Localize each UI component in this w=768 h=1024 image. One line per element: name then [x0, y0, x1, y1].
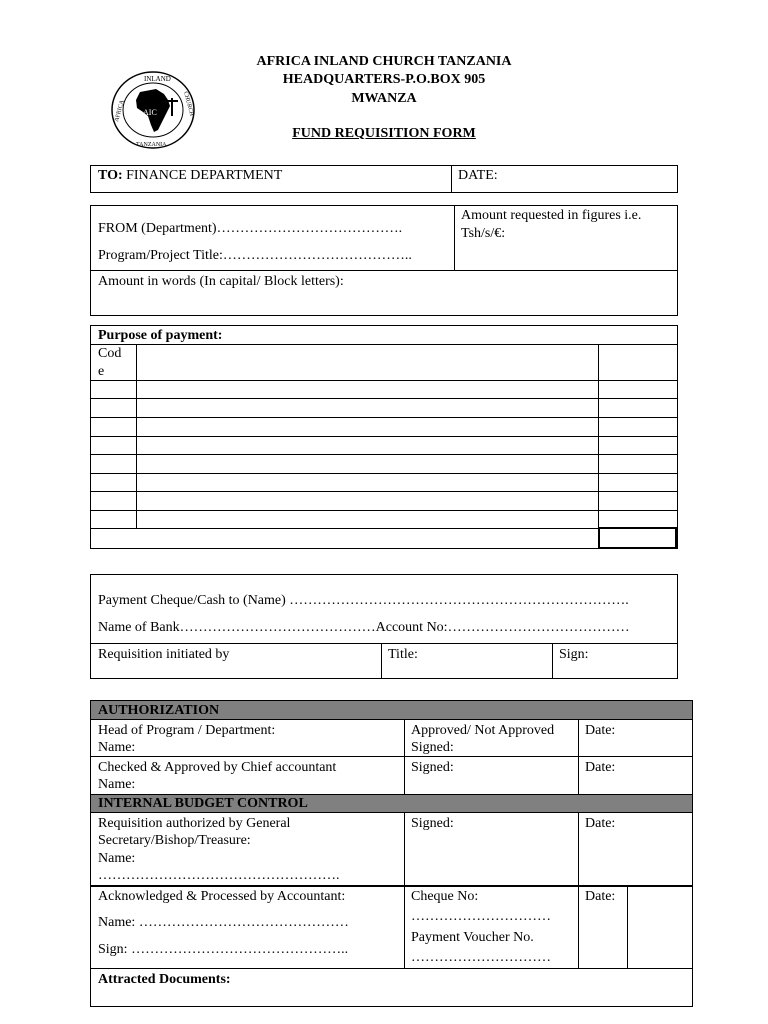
amount-words-field[interactable]: Amount in words (In capital/ Block letters): [98, 274, 344, 289]
form-title: FUND REQUISITION FORM [292, 126, 476, 141]
general-secretary-label-cont: Secretary/Bishop/Treasure: [98, 833, 251, 848]
general-secretary-label: Requisition authorized by General [98, 816, 291, 831]
payment-name-field[interactable]: Payment Cheque/Cash to (Name) ………………………………………………………………. [98, 593, 629, 608]
general-secretary-name-line[interactable]: ……………………………………………. [98, 868, 340, 883]
internal-budget-heading: INTERNAL BUDGET CONTROL [98, 796, 308, 811]
logo-right-text: CHURCH [182, 90, 195, 117]
city: MWANZA [351, 91, 417, 106]
initiator-sign-field[interactable]: Sign: [559, 647, 589, 662]
purpose-label: Purpose of payment: [98, 328, 223, 343]
chief-accountant-name[interactable]: Name: [98, 777, 136, 792]
hop-signed-field[interactable]: Signed: [411, 740, 454, 755]
amount-figures-label[interactable]: Amount requested in figures i.e. [461, 208, 642, 223]
logo-bottom-text: TANZANIA [136, 142, 167, 148]
to-field[interactable]: TO: FINANCE DEPARTMENT [98, 168, 283, 183]
head-of-program-label: Head of Program / Department: [98, 723, 276, 738]
authorization-table [90, 700, 693, 1007]
amount-currency-label: Tsh/s/€: [461, 226, 506, 241]
head-of-program-name[interactable]: Name: [98, 740, 136, 755]
attracted-documents-label: Attracted Documents: [98, 972, 231, 987]
code-header-cont: e [98, 364, 105, 379]
accountant-date-field[interactable]: Date: [585, 889, 616, 904]
accountant-ack-label: Acknowledged & Processed by Accountant: [98, 889, 346, 904]
total-cell[interactable] [598, 527, 677, 549]
from-department-field[interactable]: FROM (Department)…………………………………. [98, 221, 403, 236]
hop-date-field[interactable]: Date: [585, 723, 616, 738]
logo-center-text: AIC [143, 108, 157, 117]
payment-voucher-field[interactable]: ………………………… [411, 950, 551, 965]
code-header: Cod [98, 346, 122, 361]
church-logo [110, 70, 196, 150]
headquarters-address: HEADQUARTERS-P.O.BOX 905 [282, 72, 486, 87]
initiator-title-field[interactable]: Title: [388, 647, 418, 662]
chief-accountant-label: Checked & Approved by Chief accountant [98, 760, 337, 775]
date-label[interactable]: DATE: [458, 168, 498, 183]
program-title-field[interactable]: Program/Project Title:………………………………….. [98, 248, 412, 263]
authorization-heading: AUTHORIZATION [98, 703, 220, 718]
cheque-no-field[interactable]: ………………………… [411, 909, 551, 924]
general-secretary-name[interactable]: Name: [98, 851, 136, 866]
cheque-no-label: Cheque No: [411, 889, 479, 904]
chief-date-field[interactable]: Date: [585, 760, 616, 775]
org-name: AFRICA INLAND CHURCH TANZANIA [256, 54, 512, 69]
accountant-sign-field[interactable]: Sign: ……………………………………….. [98, 942, 349, 957]
gs-signed-field[interactable]: Signed: [411, 816, 454, 831]
initiated-by-field[interactable]: Requisition initiated by [98, 647, 230, 662]
accountant-name-field[interactable]: Name: ……………………………………… [98, 915, 349, 930]
bank-account-field[interactable]: Name of Bank……………………………………Account No:………………………………… [98, 620, 630, 635]
logo-left-text: AFRICA [114, 99, 126, 123]
gs-date-field[interactable]: Date: [585, 816, 616, 831]
logo-top-text: INLAND [144, 75, 171, 83]
purpose-table [90, 325, 678, 549]
approval-status[interactable]: Approved/ Not Approved [411, 723, 555, 738]
payment-voucher-label: Payment Voucher No. [411, 930, 534, 945]
chief-signed-field[interactable]: Signed: [411, 760, 454, 775]
